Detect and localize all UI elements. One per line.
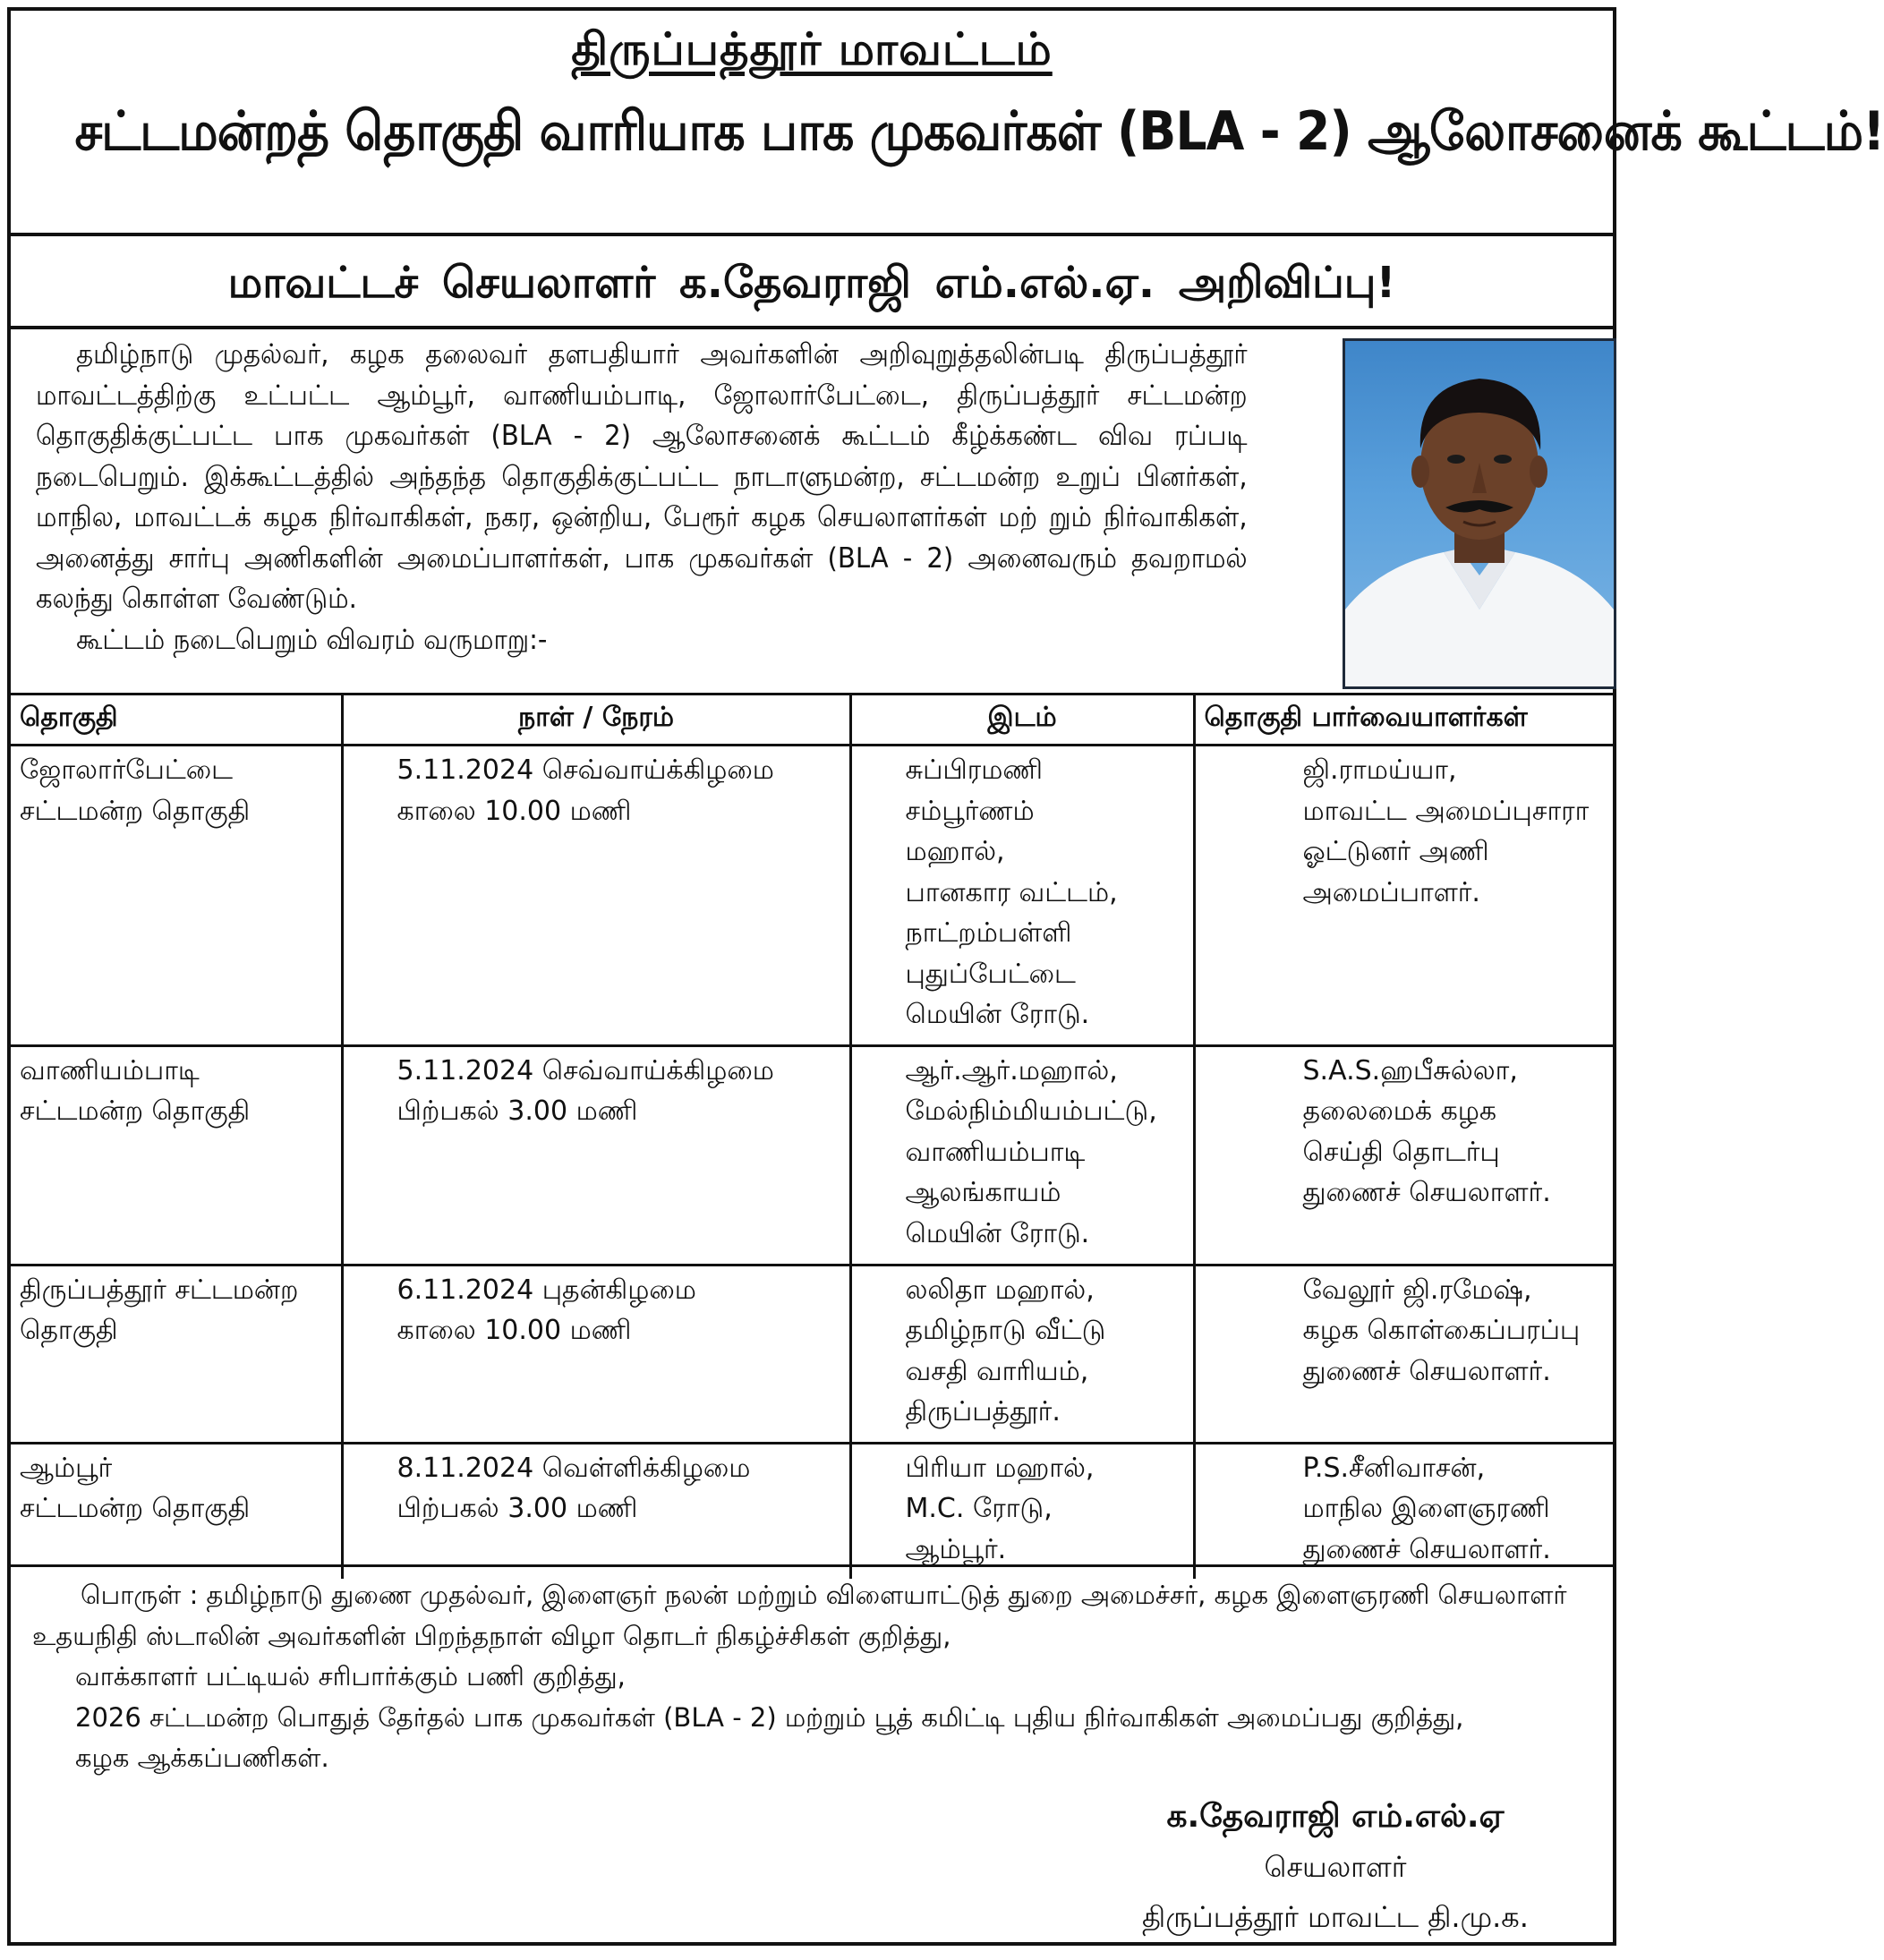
signatory-name: க.தேவராஜி எம்.எல்.ஏ (1166, 1798, 1505, 1835)
cell-observer: P.S.சீனிவாசன், மாநில இளைஞரணி துணைச் செயலாளர். (1194, 1443, 1613, 1579)
intro-paragraph: தமிழ்நாடு முதல்வர், கழக தலைவர் தளபதியார் அவர்களின் அறிவுறுத்தலின்படி திருப்பத்தூர் மாவட்டத்திற்கு உட்பட்ட ஆம்பூர், வாணியம்பாடி, ஜோலார்பேட்டை, திருப்பத்தூர் சட்டமன்ற தொகுதிக்குட்பட்ட பாக முகவர்கள் (BLA - 2) ஆலோசனைக் கூட்டம் கீழ்க்கண்ட விவ ரப்படி நடைபெறும். இக்கூட்டத்தில் அந்தந்த தொகுதிக்குட்பட்ட நாடாளுமன்ற, சட்டமன்ற உறுப் பினர்கள், மாநில, மாவட்டக் கழக நிர்வாகிகள், நகர, ஒன்றிய, பேரூர் கழக செயலாளர்கள் மற் றும் நிர்வாகிகள், அனைத்து சார்பு அணிகளின் அமைப்பாளர்கள், பாக முகவர்கள் (BLA - 2) அனைவரும் தவறாமல் கலந்து கொள்ள வேண்டும். (36, 338, 1248, 615)
headline: சட்டமன்றத் தொகுதி வாரியாக பாக முகவர்கள் (BLA - 2) ஆலோசனைக் கூட்டம்! (74, 100, 1884, 163)
header-observers: தொகுதி பார்வையாளர்கள் (1194, 695, 1613, 746)
table-row (11, 746, 1613, 1046)
cell-constituency: திருப்பத்தூர் சட்டமன்ற தொகுதி (11, 1265, 342, 1443)
portrait-illustration (1345, 341, 1614, 686)
table-row (11, 1045, 1613, 1265)
cell-constituency: ஜோலார்பேட்டை சட்டமன்ற தொகுதி (11, 746, 342, 1046)
cell-venue: ஆர்.ஆர்.மஹால், மேல்நிம்மியம்பட்டு, வாணியம்பாடி ஆலங்காயம் மெயின் ரோடு. (850, 1045, 1194, 1265)
divider-top (11, 233, 1613, 236)
intro-section (36, 335, 1248, 660)
signature-block (1067, 1792, 1604, 1942)
cell-venue: லலிதா மஹால், தமிழ்நாடு வீட்டு வசதி வாரியம், திருப்பத்தூர். (850, 1265, 1194, 1443)
cell-datetime: 5.11.2024 செவ்வாய்க்கிழமை காலை 10.00 மணி (342, 746, 850, 1046)
cell-venue: சுப்பிரமணி சம்பூர்ணம் மஹால், பானகார வட்டம், நாட்றம்பள்ளி புதுப்பேட்டை மெயின் ரோடு. (850, 746, 1194, 1046)
divider-footer (11, 1564, 1613, 1567)
district-title: திருப்பத்தூர் மாவட்டம் (571, 23, 1053, 75)
table-row (11, 1265, 1613, 1443)
agenda-line: 2026 சட்டமன்ற பொதுத் தேர்தல் பாக முகவர்கள் (BLA - 2) மற்றும் பூத் கமிட்டி புதிய நிர்வாகிகள் அமைப்பது குறித்து, (75, 1701, 1464, 1733)
cell-venue: பிரியா மஹால், M.C. ரோடு, ஆம்பூர். (850, 1443, 1194, 1579)
header-constituency: தொகுதி (11, 695, 342, 746)
cell-datetime: 6.11.2024 புதன்கிழமை காலை 10.00 மணி (342, 1265, 850, 1443)
header-venue: இடம் (850, 695, 1194, 746)
table-row (11, 1443, 1613, 1579)
agenda-line: பொருள் : தமிழ்நாடு துணை முதல்வர், இளைஞர் நலன் மற்றும் விளையாட்டுத் துறை அமைச்சர், கழக இளைஞரணி செயலாளர் (81, 1580, 1567, 1610)
signatory-role: செயலாளர் (1264, 1850, 1407, 1884)
schedule-table (11, 693, 1613, 1579)
cell-datetime: 5.11.2024 செவ்வாய்க்கிழமை பிற்பகல் 3.00 மணி (342, 1045, 850, 1265)
header-datetime: நாள் / நேரம் (342, 695, 850, 746)
cell-observer: வேலூர் ஜி.ரமேஷ், கழக கொள்கைப்பரப்பு துணைச் செயலாளர். (1194, 1265, 1613, 1443)
agenda-line: கழக ஆக்கப்பணிகள். (75, 1743, 329, 1773)
portrait-photo (1343, 338, 1616, 689)
agenda-line: வாக்காளர் பட்டியல் சரிபார்க்கும் பணி குறித்து, (75, 1661, 626, 1692)
cell-constituency: வாணியம்பாடி சட்டமன்ற தொகுதி (11, 1045, 342, 1265)
divider-announcement (11, 326, 1613, 329)
notice-frame (7, 7, 1884, 1946)
schedule-note: கூட்டம் நடைபெறும் விவரம் வருமாறு:- (76, 623, 548, 656)
signatory-org: திருப்பத்தூர் மாவட்ட தி.மு.க. (1142, 1900, 1529, 1934)
cell-constituency: ஆம்பூர் சட்டமன்ற தொகுதி (11, 1443, 342, 1579)
cell-datetime: 8.11.2024 வெள்ளிக்கிழமை பிற்பகல் 3.00 மணி (342, 1443, 850, 1579)
agenda-section (32, 1575, 1607, 1779)
announcement-title: மாவட்டச் செயலாளர் க.தேவராஜி எம்.எல்.ஏ. அறிவிப்பு! (227, 258, 1396, 308)
cell-observer: ஜி.ராமய்யா, மாவட்ட அமைப்புசாரா ஓட்டுனர் அணி அமைப்பாளர். (1194, 746, 1613, 1046)
table-header-row (11, 695, 1613, 746)
cell-observer: S.A.S.ஹபீசுல்லா, தலைமைக் கழக செய்தி தொடர்பு துணைச் செயலாளர். (1194, 1045, 1613, 1265)
agenda-line: உதயநிதி ஸ்டாலின் அவர்களின் பிறந்தநாள் விழா தொடர் நிகழ்ச்சிகள் குறித்து, (32, 1620, 951, 1651)
